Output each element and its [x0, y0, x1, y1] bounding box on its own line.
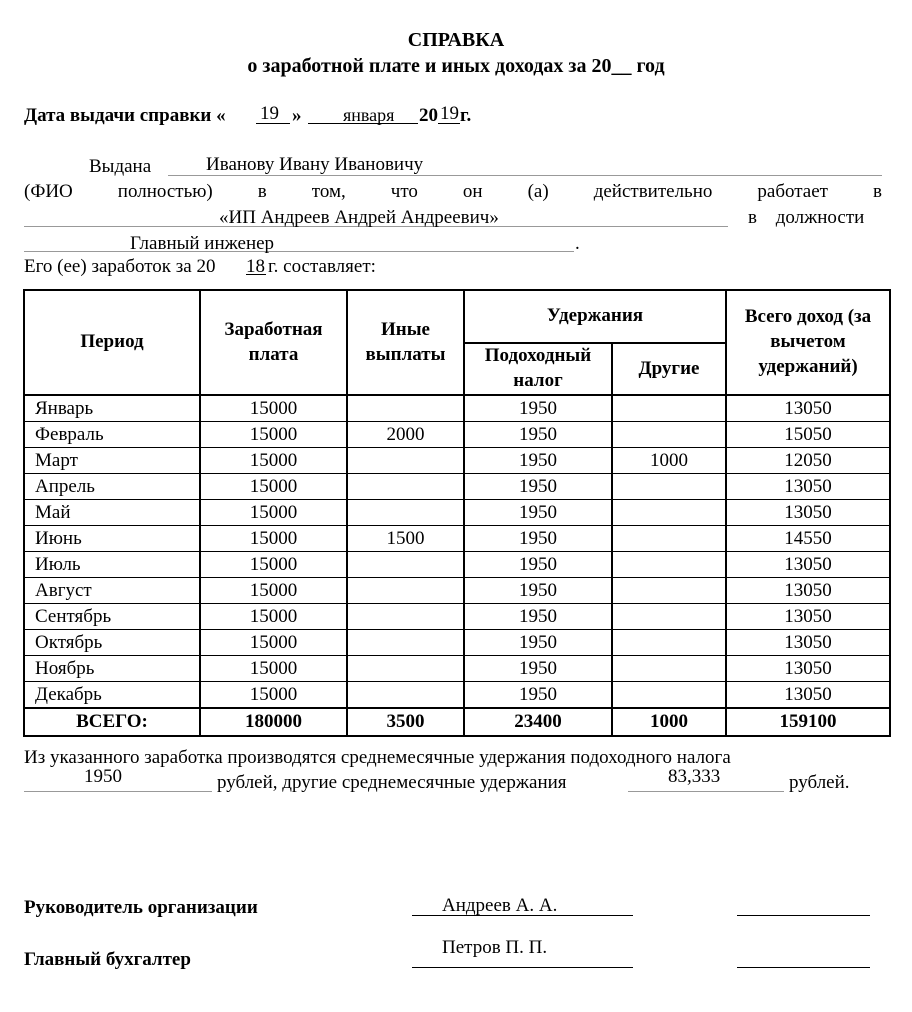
other-deductions-cell	[612, 682, 726, 709]
salary-cell: 15000	[200, 526, 347, 552]
other-payments-cell	[347, 630, 464, 656]
salary-cell: 15000	[200, 395, 347, 422]
income-tax-cell: 1950	[464, 604, 612, 630]
income-tax-cell: 1950	[464, 448, 612, 474]
income-tax-cell: 1950	[464, 578, 612, 604]
header-salary: Заработная плата	[200, 290, 347, 395]
income-tax-cell: 1950	[464, 526, 612, 552]
table-row	[24, 552, 890, 578]
total-other-payments-cell: 3500	[347, 708, 464, 736]
income-tax-cell: 1950	[464, 630, 612, 656]
totals-row	[24, 708, 890, 736]
other-payments-cell	[347, 395, 464, 422]
word: что	[390, 181, 418, 202]
period-cell: Апрель	[24, 474, 200, 500]
income-tax-cell: 1950	[464, 500, 612, 526]
salary-cell: 15000	[200, 630, 347, 656]
income-tax-cell: 1950	[464, 552, 612, 578]
footer-text-1: Из указанного заработка производятся среднемесячные удержания подоходного налога	[24, 747, 731, 768]
accountant-label: Главный бухгалтер	[24, 949, 191, 970]
income-tax-cell: 1950	[464, 656, 612, 682]
footer-text-3: рублей.	[789, 772, 850, 793]
other-payments-cell	[347, 578, 464, 604]
income-tax-cell: 1950	[464, 682, 612, 709]
total-income-cell: 13050	[726, 552, 890, 578]
earnings-prefix: Его (ее) заработок за 20	[24, 256, 216, 277]
table-row	[24, 656, 890, 682]
total-salary-cell: 180000	[200, 708, 347, 736]
word: действительно	[593, 181, 713, 202]
period-cell: Май	[24, 500, 200, 526]
document-subtitle: о заработной плате и иных доходах за 20__ год	[247, 55, 665, 77]
total-income-cell: 13050	[726, 630, 890, 656]
table-row	[24, 448, 890, 474]
word: в	[257, 181, 267, 202]
accountant-name: Петров П. П.	[442, 937, 548, 958]
other-payments-cell: 1500	[347, 526, 464, 552]
other-deductions-cell	[612, 656, 726, 682]
organization-name: «ИП Андреев Андрей Андреевич»	[219, 207, 499, 228]
period-cell: Сентябрь	[24, 604, 200, 630]
table-row	[24, 682, 890, 709]
header-deductions: Удержания	[464, 290, 726, 343]
word: работает	[757, 181, 828, 202]
other-deductions-cell	[612, 395, 726, 422]
word: он	[462, 181, 483, 202]
table-row	[24, 422, 890, 448]
other-deductions-cell	[612, 474, 726, 500]
salary-cell: 15000	[200, 552, 347, 578]
other-payments-cell	[347, 682, 464, 709]
other-payments-cell	[347, 474, 464, 500]
footer-text-2: рублей, другие среднемесячные удержания	[217, 772, 567, 793]
accountant-signature-line	[737, 967, 870, 968]
other-deductions-cell	[612, 422, 726, 448]
other-deductions-cell: 1000	[612, 448, 726, 474]
salary-cell: 15000	[200, 682, 347, 709]
issue-date-year-suffix: 19	[440, 103, 459, 124]
total-income-cell: 13050	[726, 474, 890, 500]
table-row	[24, 474, 890, 500]
total-income-cell: 15050	[726, 422, 890, 448]
salary-cell: 15000	[200, 448, 347, 474]
income-tax-cell: 1950	[464, 474, 612, 500]
total-income-cell: 13050	[726, 395, 890, 422]
word: том,	[311, 181, 346, 202]
other-deductions-cell	[612, 526, 726, 552]
other-payments-cell	[347, 500, 464, 526]
issue-date-year-prefix: 20	[419, 105, 438, 126]
header-period: Период	[24, 290, 200, 395]
word: (а)	[527, 181, 549, 202]
period-cell: Январь	[24, 395, 200, 422]
issue-date-label: Дата выдачи справки «	[24, 105, 226, 126]
issue-date-close-quote: »	[292, 105, 302, 126]
position-label	[748, 208, 882, 227]
director-label: Руководитель организации	[24, 897, 258, 918]
total-income-cell: 13050	[726, 578, 890, 604]
total-income-cell: 12050	[726, 448, 890, 474]
table-row	[24, 630, 890, 656]
word: (ФИО	[24, 181, 73, 202]
period-cell: Июнь	[24, 526, 200, 552]
other-payments-cell: 2000	[347, 422, 464, 448]
total-income-cell: 13050	[726, 500, 890, 526]
income-table	[23, 289, 891, 737]
total-income-cell: 13050	[726, 656, 890, 682]
other-amount: 83,333	[668, 766, 721, 787]
income-tax-cell: 1950	[464, 395, 612, 422]
period-cell: Август	[24, 578, 200, 604]
salary-cell: 15000	[200, 656, 347, 682]
header-income-tax: Подоходный налог	[464, 343, 612, 395]
earnings-year: 18	[246, 256, 265, 277]
period-cell: Октябрь	[24, 630, 200, 656]
issue-date-year-end: г.	[460, 105, 472, 126]
tax-amount: 1950	[84, 766, 122, 787]
other-deductions-cell	[612, 630, 726, 656]
issued-label: Выдана	[89, 156, 152, 177]
word: полностью)	[117, 181, 213, 202]
other-deductions-cell	[612, 578, 726, 604]
total-other-deductions-cell: 1000	[612, 708, 726, 736]
header-other-deductions: Другие	[612, 343, 726, 395]
issue-date-day: 19	[260, 103, 279, 124]
salary-cell: 15000	[200, 422, 347, 448]
period-cell: Декабрь	[24, 682, 200, 709]
other-payments-cell	[347, 552, 464, 578]
other-payments-cell	[347, 656, 464, 682]
period-cell: Март	[24, 448, 200, 474]
header-total-income: Всего доход (за вычетом удержаний)	[726, 290, 890, 395]
salary-cell: 15000	[200, 578, 347, 604]
salary-cell: 15000	[200, 500, 347, 526]
issued-name: Иванову Ивану Ивановичу	[206, 154, 424, 175]
other-payments-cell	[347, 604, 464, 630]
table-row	[24, 395, 890, 422]
total-period-cell: ВСЕГО:	[24, 708, 200, 736]
issue-date-month: января	[343, 105, 395, 125]
period-cell: Июль	[24, 552, 200, 578]
total-income-cell: 13050	[726, 682, 890, 709]
salary-cell: 15000	[200, 474, 347, 500]
table-row	[24, 604, 890, 630]
table-row	[24, 526, 890, 552]
table-row	[24, 500, 890, 526]
earnings-suffix: г. составляет:	[268, 256, 376, 277]
period-cell: Ноябрь	[24, 656, 200, 682]
income-tax-cell: 1950	[464, 422, 612, 448]
position-value: Главный инженер	[130, 233, 275, 254]
salary-cell: 15000	[200, 604, 347, 630]
period-cell: Февраль	[24, 422, 200, 448]
total-income-tax-cell: 23400	[464, 708, 612, 736]
director-signature-line	[737, 915, 870, 916]
word: в	[872, 181, 882, 202]
header-other-payments: Иные выплаты	[347, 290, 464, 395]
director-name: Андреев А. А.	[442, 895, 558, 916]
issued-line-2	[24, 182, 882, 201]
total-income-cell: 13050	[726, 604, 890, 630]
document-title: СПРАВКА	[407, 29, 505, 51]
other-deductions-cell	[612, 500, 726, 526]
other-deductions-cell	[612, 604, 726, 630]
other-deductions-cell	[612, 552, 726, 578]
position-label-text: в должности	[748, 207, 865, 228]
table-row	[24, 578, 890, 604]
total-income-cell: 14550	[726, 526, 890, 552]
other-payments-cell	[347, 448, 464, 474]
position-dot: .	[575, 233, 580, 254]
total-total-income-cell: 159100	[726, 708, 890, 736]
